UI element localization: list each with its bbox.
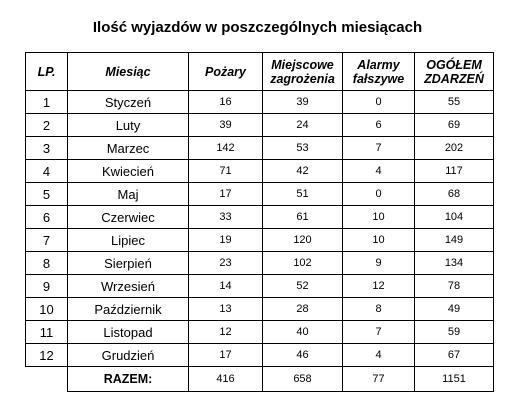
header-total-line2: ZDARZEŃ [424,71,484,86]
cell-lp: 4 [26,160,68,183]
table-row [26,160,494,183]
header-fires: Pożary [189,53,263,91]
header-lp: LP. [26,53,68,91]
cell-false-alarms: 0 [343,91,415,114]
cell-month: Lipiec [68,229,189,252]
cell-fires: 39 [189,114,263,137]
cell-fires: 17 [189,183,263,206]
cell-month: Marzec [68,137,189,160]
cell-fires: 142 [189,137,263,160]
cell-local-threats: 28 [263,298,343,321]
cell-month: Wrzesień [68,275,189,298]
cell-total: 134 [415,252,494,275]
table-row [26,183,494,206]
cell-total: 67 [415,344,494,367]
cell-total: 202 [415,137,494,160]
cell-fires: 19 [189,229,263,252]
cell-local-threats: 102 [263,252,343,275]
cell-false-alarms: 0 [343,183,415,206]
cell-local-threats: 61 [263,206,343,229]
cell-month: Październik [68,298,189,321]
cell-false-alarms: 12 [343,275,415,298]
cell-lp: 10 [26,298,68,321]
cell-month: Listopad [68,321,189,344]
cell-false-alarms: 4 [343,344,415,367]
cell-fires: 14 [189,275,263,298]
cell-total: 78 [415,275,494,298]
table-row [26,298,494,321]
header-local-threats-line2: zagrożenia [270,71,335,86]
cell-fires: 12 [189,321,263,344]
cell-local-threats: 46 [263,344,343,367]
table-row [26,229,494,252]
summary-total: 1151 [415,367,494,392]
cell-total: 59 [415,321,494,344]
cell-lp: 8 [26,252,68,275]
header-false-alarms-line2: fałszywe [352,71,405,86]
cell-lp: 11 [26,321,68,344]
cell-month: Grudzień [68,344,189,367]
cell-local-threats: 53 [263,137,343,160]
cell-lp: 6 [26,206,68,229]
cell-lp: 3 [26,137,68,160]
table-row [26,252,494,275]
summary-false-alarms: 77 [343,367,415,392]
cell-month: Czerwiec [68,206,189,229]
cell-false-alarms: 7 [343,321,415,344]
cell-month: Maj [68,183,189,206]
cell-local-threats: 24 [263,114,343,137]
page-title: Ilość wyjazdów w poszczególnych miesiącach [92,19,423,36]
cell-total: 55 [415,91,494,114]
cell-false-alarms: 6 [343,114,415,137]
cell-fires: 16 [189,91,263,114]
summary-local-threats: 658 [263,367,343,392]
table-row [26,206,494,229]
cell-false-alarms: 8 [343,298,415,321]
cell-fires: 13 [189,298,263,321]
table-row [26,275,494,298]
cell-local-threats: 51 [263,183,343,206]
cell-fires: 17 [189,344,263,367]
summary-fires: 416 [189,367,263,392]
summary-empty-cell [26,367,68,392]
cell-lp: 2 [26,114,68,137]
cell-local-threats: 40 [263,321,343,344]
cell-local-threats: 42 [263,160,343,183]
cell-total: 117 [415,160,494,183]
header-false-alarms-line1: Alarmy [357,57,400,72]
table-header-row [26,53,494,91]
cell-total: 104 [415,206,494,229]
cell-fires: 71 [189,160,263,183]
cell-fires: 33 [189,206,263,229]
table-row [26,344,494,367]
cell-month: Kwiecień [68,160,189,183]
cell-lp: 7 [26,229,68,252]
incidents-table [25,52,494,392]
cell-lp: 12 [26,344,68,367]
cell-lp: 5 [26,183,68,206]
cell-local-threats: 39 [263,91,343,114]
cell-lp: 9 [26,275,68,298]
cell-false-alarms: 9 [343,252,415,275]
cell-month: Sierpień [68,252,189,275]
cell-total: 69 [415,114,494,137]
cell-month: Luty [68,114,189,137]
summary-row [26,367,494,392]
cell-month: Styczeń [68,91,189,114]
summary-label: RAZEM: [68,367,189,392]
cell-local-threats: 120 [263,229,343,252]
cell-total: 149 [415,229,494,252]
header-local-threats [263,53,343,91]
header-local-threats-line1: Miejscowe [271,57,334,72]
header-month: Miesiąc [68,53,189,91]
table-row [26,137,494,160]
cell-lp: 1 [26,91,68,114]
cell-total: 49 [415,298,494,321]
table-row [26,321,494,344]
cell-false-alarms: 10 [343,229,415,252]
header-false-alarms [343,53,415,91]
cell-fires: 23 [189,252,263,275]
cell-false-alarms: 10 [343,206,415,229]
header-total [415,53,494,91]
cell-false-alarms: 4 [343,160,415,183]
cell-local-threats: 52 [263,275,343,298]
cell-false-alarms: 7 [343,137,415,160]
header-total-line1: OGÓŁEM [426,57,482,72]
table-row [26,114,494,137]
table-row [26,91,494,114]
cell-total: 68 [415,183,494,206]
